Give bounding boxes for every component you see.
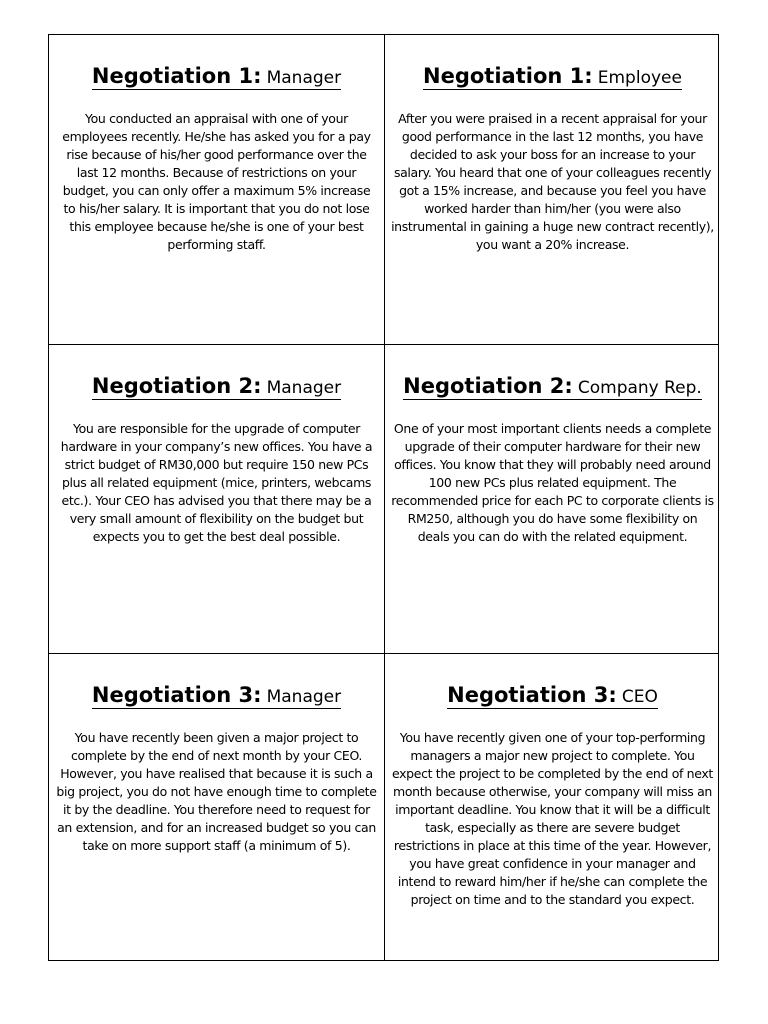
card-title [92, 375, 341, 400]
role-card-grid [48, 34, 719, 961]
card-title [403, 375, 702, 400]
card-body-text: You have recently given one of your top-performing managers a major new project to complete. You expect the project to be completed by the end of next month because otherwise, your company will miss an important deadline. You know that it will be a difficult task, especially as there are severe budget restrictions in place at this time of the year. However, you have great confidence in your manager and intend to reward him/her if he/she can complete the project on time and to the standard you expect. [392, 730, 713, 908]
card-title-label: Negotiation 3: [91, 683, 262, 707]
card-title-label: Negotiation 1: [91, 64, 262, 88]
card-title-label: Negotiation 1: [423, 64, 593, 88]
card-title-label: Negotiation 3: [447, 683, 617, 707]
card-title [92, 65, 341, 90]
card-negotiation-2-company-rep [385, 345, 720, 654]
card-body-text: You conducted an appraisal with one of your employees recently. He/she has asked you for a pay rise because of his/her good performance over the last 12 months. Because of restrictions on your budget, you can only offer a maximum 5% increase to his/her salary. It is important that you do not lose this employee because he/she is one of your best performing staff. [62, 111, 371, 253]
card-body-text: After you were praised in a recent appraisal for your good performance in the last 12 months, you have decided to ask your boss for an increase to your salary. You heard that one of your colleagues recently got a 15% increase, and because you feel you have worked harder than him/her (you were also instrumental in gaining a huge new contract recently), you want a 20% increase. [391, 111, 714, 253]
card-title-role: Manager [266, 378, 342, 398]
card-title [447, 684, 658, 709]
card-title-role: Employee [597, 68, 682, 88]
card-title-role: Company Rep. [577, 378, 702, 398]
card-negotiation-3-manager [49, 654, 384, 963]
card-title-role: CEO [621, 687, 658, 707]
card-body-text: You have recently been given a major project to complete by the end of next month by your CEO. However, you have realised that because it is such a big project, you do not have enough time to complete it by the deadline. You therefore need to request for an extension, and for an increased budget so you can take on more support staff (a minimum of 5). [56, 730, 377, 854]
card-negotiation-1-employee [385, 35, 720, 344]
card-title-role: Manager [266, 68, 342, 88]
card-title [92, 684, 341, 709]
card-body-text: One of your most important clients needs a complete upgrade of their computer hardware for their new offices. You know that they will probably need around 100 new PCs plus related equipment. The recommended price for each PC to corporate clients is RM250, although you do have some flexibility on deals you can do with the related equipment. [391, 421, 714, 545]
card-body-text: You are responsible for the upgrade of computer hardware in your company’s new offices. You have a strict budget of RM30,000 but require 150 new PCs plus all related equipment (mice, printers, webcams etc.). Your CEO has advised you that there may be a very small amount of flexibility on the budget but expects you to get the best deal possible. [60, 421, 373, 545]
card-negotiation-2-manager [49, 345, 384, 654]
card-negotiation-1-manager [49, 35, 384, 344]
card-title [423, 65, 682, 90]
card-negotiation-3-ceo [385, 654, 720, 963]
card-title-label: Negotiation 2: [91, 374, 262, 398]
card-title-label: Negotiation 2: [403, 374, 573, 398]
card-title-role: Manager [266, 687, 342, 707]
